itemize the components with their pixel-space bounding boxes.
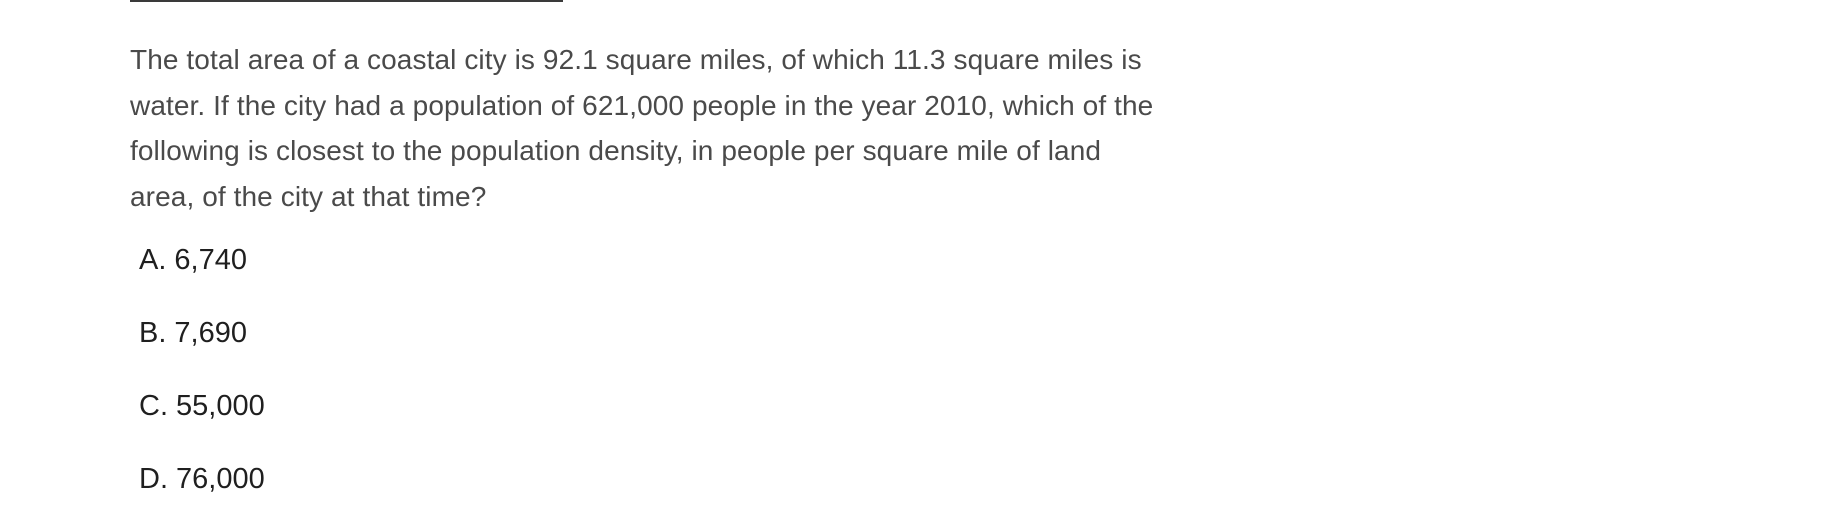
top-divider bbox=[130, 0, 563, 2]
choice-value: 55,000 bbox=[176, 390, 265, 422]
question-text: The total area of a coastal city is 92.1 square miles, of which 11.3 square miles is water. If the city had a population of 621,000 people in the year 2010, which of the following is closest to the population density, in people per square mile of land area, of the city at that time? bbox=[130, 44, 1154, 212]
answer-choices bbox=[139, 237, 265, 529]
choice-value: 76,000 bbox=[176, 463, 265, 495]
choice-value: 6,740 bbox=[174, 244, 247, 276]
choice-b[interactable] bbox=[139, 310, 265, 383]
choice-d[interactable] bbox=[139, 456, 265, 529]
choice-letter: B. bbox=[139, 317, 167, 349]
choice-c[interactable] bbox=[139, 383, 265, 456]
choice-letter: D. bbox=[139, 463, 168, 495]
choice-a[interactable] bbox=[139, 237, 265, 310]
choice-letter: A. bbox=[139, 244, 167, 276]
choice-value: 7,690 bbox=[174, 317, 247, 349]
choice-letter: C. bbox=[139, 390, 168, 422]
